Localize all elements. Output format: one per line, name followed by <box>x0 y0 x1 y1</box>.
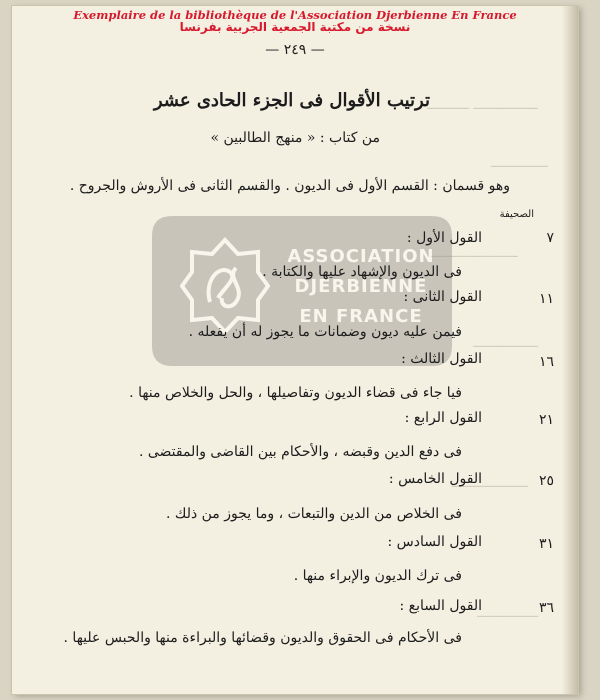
library-stamp-arabic: نسخة من مكتبة الجمعية الجربية بفرنسا <box>179 20 411 34</box>
bleed-through-text: ـــــــــــــــــ <box>473 336 538 351</box>
entry-heading: القول السابع : <box>399 598 482 614</box>
entry-page-number: ٧ <box>546 230 554 246</box>
entry-heading: القول الخامس : <box>388 471 482 487</box>
entry-heading: القول الثانى : <box>403 289 482 305</box>
watermark-line-3: EN FRANCE <box>299 306 423 327</box>
intro-text: وهو قسمان : القسم الأول فى الديون . والقسم الثانى فى الأروش والجروح . <box>69 178 510 194</box>
bleed-through-text: ـــــــــــــــ <box>490 156 548 171</box>
entry-page-number: ١٦ <box>538 354 554 370</box>
entry-page-number: ٣٦ <box>538 600 554 616</box>
book-page <box>12 6 578 694</box>
page-title: ترتيب الأقوال فى الجزء الحادى عشر <box>153 90 430 111</box>
entry-description: فى الديون والإشهاد عليها والكتابة . <box>262 264 462 280</box>
entry-page-number: ٢١ <box>538 412 554 428</box>
watermark-line-1: ASSOCIATION <box>287 246 435 267</box>
book-subtitle: من كتاب : « منهج الطالبين » <box>210 130 380 146</box>
bleed-through-text: ـــــــــــــــــــــــ <box>430 246 518 261</box>
entry-description: فيا جاء فى قضاء الديون وتفاصيلها ، والحل والخلاص منها . <box>129 385 462 401</box>
page-number: — ٢٤٩ — <box>265 42 325 58</box>
bleed-through-text: ــــــــــــــــ <box>477 606 538 621</box>
page-column-heading: الصحيفة <box>499 209 534 220</box>
entry-description: فيمن عليه ديون وضمانات ما يجوز له أن يفعله . <box>188 324 462 340</box>
entry-page-number: ٣١ <box>538 536 554 552</box>
entry-heading: القول الثالث : <box>401 351 482 367</box>
entry-heading: القول الأول : <box>406 230 482 246</box>
bleed-through-text: ــــــــــــــــــــ <box>451 476 528 491</box>
entry-description: فى ترك الديون والإبراء منها . <box>293 568 462 584</box>
entry-description: فى الأحكام فى الحقوق والديون وقضائها والبراءة منها والحبس عليها . <box>63 630 462 646</box>
watermark-line-2: DJERBIENNE <box>294 276 428 297</box>
page-edge-shadow <box>562 6 578 694</box>
entry-page-number: ٢٥ <box>538 473 554 489</box>
bleed-through-text: ـــــــــــــــــ ـــــــــــ <box>427 98 538 113</box>
entry-heading: القول السادس : <box>387 534 482 550</box>
library-stamp-french: Exemplaire de la bibliothèque de l'Association Djerbienne En France <box>73 8 517 22</box>
entry-description: فى دفع الدين وقبضه ، والأحكام بين القاضى والمقتضى . <box>138 444 462 460</box>
association-logo-icon <box>180 236 270 336</box>
entry-description: فى الخلاص من الدين والتبعات ، وما يجوز من ذلك . <box>166 506 462 522</box>
entry-heading: القول الرابع : <box>404 410 482 426</box>
entry-page-number: ١١ <box>538 291 554 307</box>
